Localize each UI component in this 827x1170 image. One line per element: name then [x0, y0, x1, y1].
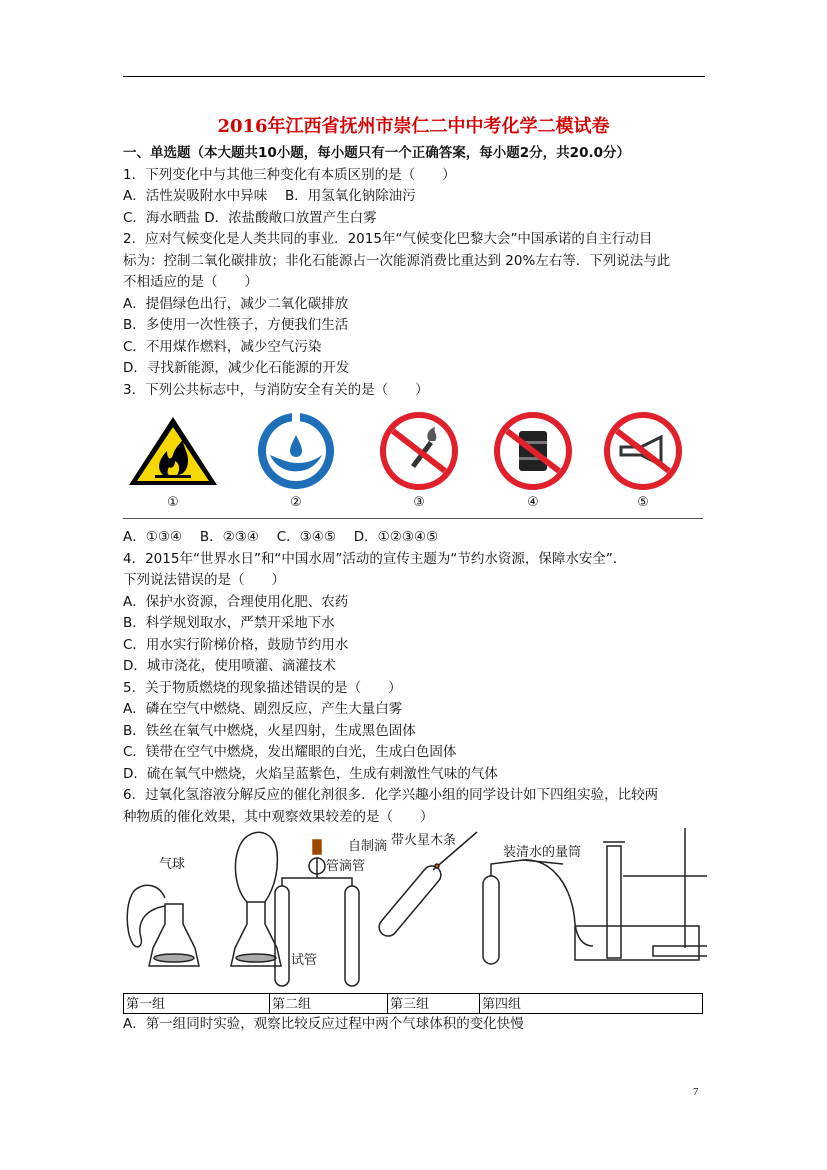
sign-label: ④ — [527, 495, 539, 510]
q2-option-d: D．寻找新能源，减少化石能源的开发 — [123, 360, 350, 376]
q2-stem-3: 不相适应的是（ ） — [123, 274, 258, 290]
label-cylinder: 装清水的量筒 — [503, 845, 582, 860]
q4-stem-2: 下列说法错误的是（ ） — [123, 572, 285, 588]
q3-stem: 3．下列公共标志中，与消防安全有关的是（ ） — [123, 381, 429, 398]
q4-option-b: B．科学规划取水，严禁开采地下水 — [123, 615, 335, 631]
q3-options: A．①③④ B．②③④ C．③④⑤ D．①②③④⑤ — [123, 529, 439, 545]
sign-4 — [485, 411, 581, 519]
label-balloon: 气球 — [159, 857, 186, 872]
q1-options-ab: A．活性炭吸附水中异味 B．用氢氧化钠除油污 — [123, 188, 416, 204]
q3-signs — [123, 411, 707, 519]
q2-stem-1: 2．应对气候变化是人类共同的事业．2015年“气候变化巴黎大会”中国承诺的自主行动目 — [123, 231, 653, 247]
q4-stem-1: 4．2015年“世界水日”和“中国水周”活动的宣传主题为“节约水资源，保障水安全”． — [123, 550, 627, 567]
signs-baseline — [123, 518, 703, 519]
group-2-label: 第二组 — [270, 994, 388, 1013]
q6-stem-2: 种物质的催化效果，其中观察效果较差的是（ ） — [123, 808, 434, 825]
q4-option-c: C．用水实行阶梯价格，鼓励节约用水 — [123, 636, 349, 653]
no-fire-icon — [371, 411, 467, 491]
q5-option-b: B．铁丝在氧气中燃烧，火星四射，生成黑色固体 — [123, 722, 416, 739]
flammable-warning-icon — [125, 411, 221, 491]
q6-stem-1: 6．过氧化氢溶液分解反应的催化剂很多．化学兴趣小组的同学设计如下四组实验，比较两 — [123, 787, 659, 803]
label-dropper-2: 管滴管 — [326, 859, 366, 874]
group-3-label: 第三组 — [388, 994, 480, 1013]
label-splint: 带火星木条 — [391, 833, 457, 848]
page-title: 2016年江西省抚州市崇仁二中中考化学二模试卷 — [217, 116, 610, 137]
group-4-label: 第四组 — [482, 997, 522, 1012]
q5-option-a: A．磷在空气中燃烧、剧烈反应，产生大量白雾 — [123, 701, 403, 717]
q6-group-table — [123, 993, 703, 1014]
q4-option-a: A．保护水资源，合理使用化肥、农药 — [123, 593, 349, 610]
q2-option-b: B．多使用一次性筷子，方便我们生活 — [123, 317, 349, 333]
label-tube: 试管 — [291, 953, 318, 968]
sign-1 — [125, 411, 221, 519]
q5-stem: 5．关于物质燃烧的现象描述错误的是（ ） — [123, 679, 402, 696]
sign-3 — [371, 411, 467, 519]
section-heading: 一、单选题（本大题共10小题，每小题只有一个正确答案，每小题2分，共20.0分） — [123, 145, 630, 161]
sign-2 — [248, 411, 344, 519]
no-oil-drum-icon — [485, 411, 581, 491]
label-dropper: 自制滴 — [348, 839, 388, 854]
page-number: 7 — [693, 1086, 699, 1098]
sign-label: ⑤ — [637, 495, 649, 510]
exam-content — [123, 143, 707, 1036]
water-saving-icon — [248, 411, 344, 491]
experiment-apparatus — [123, 828, 707, 994]
group-1-label: 第一组 — [124, 994, 270, 1013]
sign-label: ① — [167, 495, 179, 510]
q6-experiment-figure — [123, 828, 707, 1014]
q1-stem: 1．下列变化中与其他三种变化有本质区别的是（ ） — [123, 166, 456, 183]
sign-label: ③ — [413, 495, 425, 510]
q2-stem-2: 标为：控制二氧化碳排放；非化石能源占一次能源消费比重达到 20%左右等．下列说法与此 — [123, 252, 671, 269]
q4-option-d: D．城市浇花，使用喷灌、滴灌技术 — [123, 658, 336, 674]
no-horn-icon — [595, 411, 691, 491]
q1-options-cd: C．海水晒盐 D．浓盐酸敞口放置产生白雾 — [123, 209, 377, 226]
q5-option-c: C．镁带在空气中燃烧，发出耀眼的白光，生成白色固体 — [123, 744, 457, 760]
header-rule — [123, 76, 705, 77]
q2-option-a: A．提倡绿色出行，减少二氧化碳排放 — [123, 295, 349, 312]
q6-option-a: A．第一组同时实验，观察比较反应过程中两个气球体积的变化快慢 — [123, 1016, 524, 1032]
q2-option-c: C．不用煤作燃料，减少空气污染 — [123, 338, 322, 355]
sign-label: ② — [290, 495, 302, 510]
sign-5 — [595, 411, 691, 519]
q5-option-d: D．硫在氧气中燃烧，火焰呈蓝紫色，生成有刺激性气味的气体 — [123, 765, 498, 782]
